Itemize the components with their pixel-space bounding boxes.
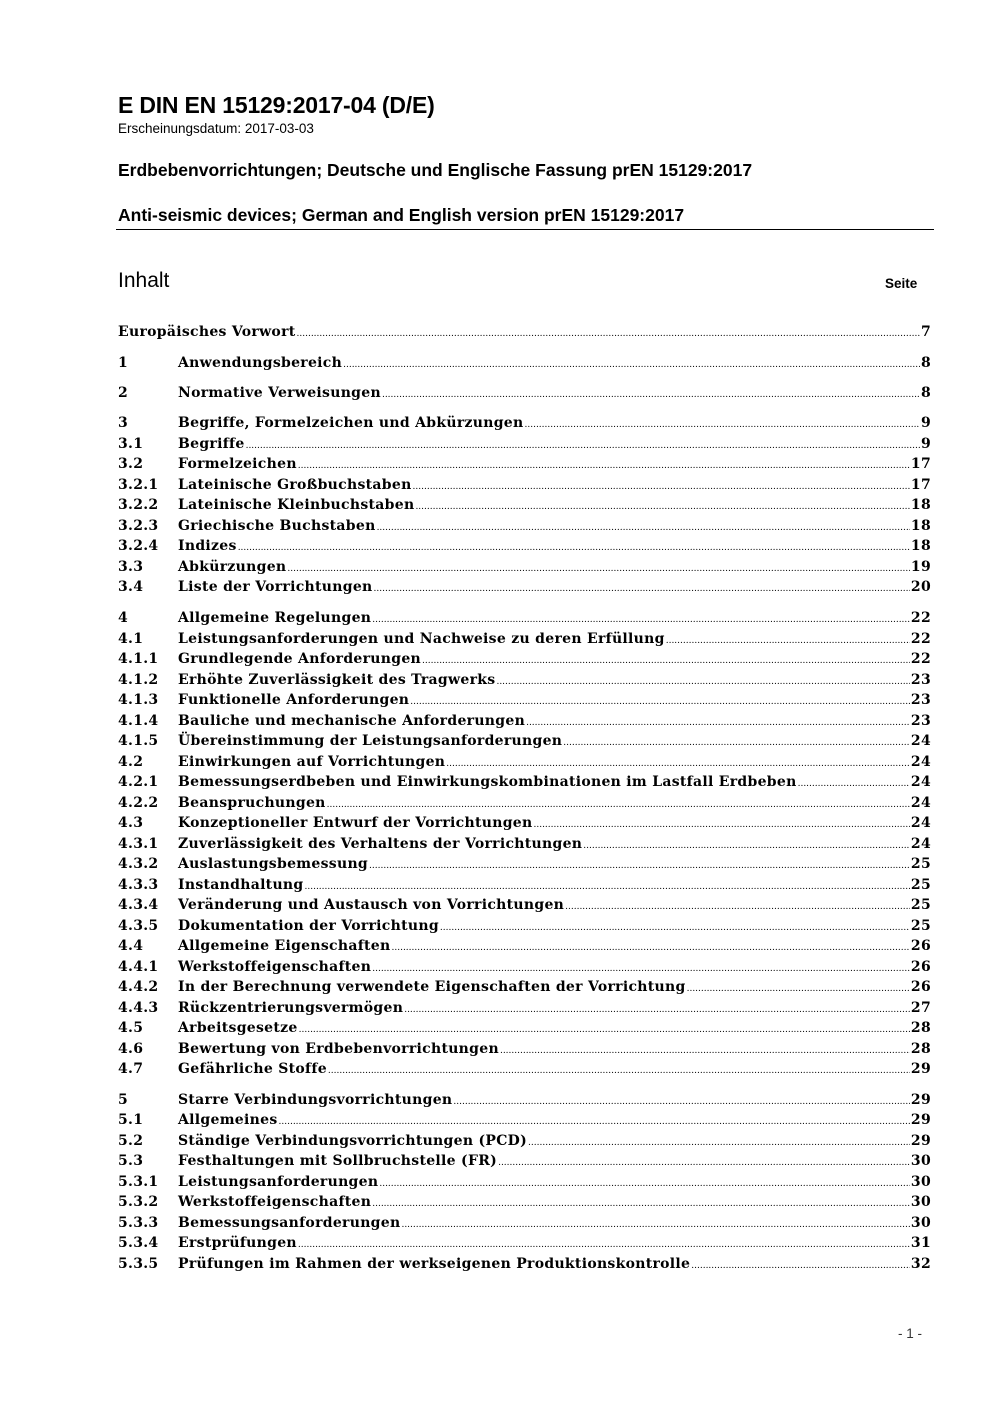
toc-entry[interactable]: [118, 324, 931, 344]
toc-entry-page: 9: [920, 436, 931, 452]
toc-entry-title: Veränderung und Austausch von Vorrichtungen: [178, 897, 565, 913]
document-title-german: Erdbebenvorrichtungen; Deutsche und Englische Fassung prEN 15129:2017: [118, 160, 753, 180]
toc-entry-title: Funktionelle Anforderungen: [178, 692, 410, 708]
toc-entry-title: Abkürzungen: [178, 559, 287, 575]
toc-dot-leader: [299, 1025, 910, 1035]
toc-entry-page: 22: [910, 631, 931, 647]
toc-entry-page: 28: [910, 1020, 931, 1036]
toc-dot-leader: [369, 861, 910, 871]
toc-entry-title: Instandhaltung: [178, 877, 304, 893]
toc-entry-number: 4.1.2: [118, 672, 159, 688]
toc-entry[interactable]: [118, 1194, 931, 1214]
toc-dot-leader: [413, 482, 910, 492]
toc-dot-leader: [372, 1199, 910, 1209]
toc-entry[interactable]: [118, 815, 931, 835]
toc-entry[interactable]: [118, 1000, 931, 1020]
toc-entry-number: 5.1: [118, 1112, 144, 1128]
toc-entry[interactable]: [118, 385, 931, 405]
toc-dot-leader: [410, 697, 910, 707]
toc-entry[interactable]: [118, 518, 931, 538]
toc-entry-number: 4.1.3: [118, 692, 159, 708]
toc-entry-title: Bewertung von Erdbebenvorrichtungen: [178, 1041, 499, 1057]
toc-entry-page: 8: [920, 355, 931, 371]
document-title-english: Anti-seismic devices; German and English version prEN 15129:2017: [118, 205, 685, 225]
toc-entry-page: 24: [910, 774, 931, 790]
toc-entry-number: 4.3: [118, 815, 144, 831]
toc-entry-number: 4.7: [118, 1061, 144, 1077]
toc-entry[interactable]: [118, 897, 931, 917]
toc-entry-page: 9: [920, 415, 931, 431]
toc-entry[interactable]: [118, 631, 931, 651]
toc-entry[interactable]: [118, 733, 931, 753]
toc-entry-number: 3: [118, 415, 129, 431]
toc-entry-number: 4.3.5: [118, 918, 159, 934]
toc-entry-number: 3.2.4: [118, 538, 159, 554]
toc-entry-page: 18: [910, 518, 931, 534]
toc-entry-number: 5.3: [118, 1153, 144, 1169]
toc-entry-page: 26: [910, 938, 931, 954]
toc-entry-page: 17: [910, 477, 931, 493]
toc-entry-title: Anwendungsbereich: [178, 355, 343, 371]
toc-entry-page: 17: [910, 456, 931, 472]
toc-entry-page: 18: [910, 538, 931, 554]
toc-entry-number: 5.3.2: [118, 1194, 159, 1210]
toc-entry[interactable]: [118, 918, 931, 938]
toc-entry-title: Allgemeines: [178, 1112, 278, 1128]
toc-entry-page: 30: [910, 1153, 931, 1169]
toc-dot-leader: [328, 1066, 910, 1076]
toc-entry-number: 4.4.3: [118, 1000, 159, 1016]
toc-dot-leader: [279, 1117, 910, 1127]
toc-entry[interactable]: [118, 672, 931, 692]
toc-entry-title: Zuverlässigkeit des Verhaltens der Vorrichtungen: [178, 836, 583, 852]
toc-entry[interactable]: [118, 938, 931, 958]
toc-entry-title: Erhöhte Zuverlässigkeit des Tragwerks: [178, 672, 496, 688]
toc-entry-page: 25: [910, 877, 931, 893]
toc-entry-title: Lateinische Großbuchstaben: [178, 477, 412, 493]
toc-entry[interactable]: [118, 1153, 931, 1173]
toc-entry-page: 26: [910, 979, 931, 995]
toc-entry-number: 4.6: [118, 1041, 144, 1057]
toc-entry-number: 4: [118, 610, 129, 626]
toc-entry-number: 5.3.5: [118, 1256, 159, 1272]
toc-entry-page: 19: [910, 559, 931, 575]
toc-entry-page: 24: [910, 836, 931, 852]
toc-entry-title: Auslastungsbemessung: [178, 856, 369, 872]
toc-entry-title: Liste der Vorrichtungen: [178, 579, 373, 595]
toc-entry-title: Begriffe: [178, 436, 245, 452]
toc-entry[interactable]: [118, 713, 931, 733]
toc-entry-page: 28: [910, 1041, 931, 1057]
toc-entry-page: 18: [910, 497, 931, 513]
toc-entry-title: Einwirkungen auf Vorrichtungen: [178, 754, 446, 770]
toc-entry[interactable]: [118, 1020, 931, 1040]
toc-entry-title: Erstprüfungen: [178, 1235, 297, 1251]
toc-entry-title: Starre Verbindungsvorrichtungen: [178, 1092, 453, 1108]
toc-entry-number: 4.4.1: [118, 959, 159, 975]
toc-entry[interactable]: [118, 1041, 931, 1061]
toc-dot-leader: [526, 718, 910, 728]
toc-dot-leader: [583, 841, 910, 851]
toc-entry-number: 3.2: [118, 456, 144, 472]
toc-dot-leader: [422, 656, 910, 666]
toc-dot-leader: [404, 1005, 910, 1015]
toc-entry-title: Festhaltungen mit Sollbruchstelle (FR): [178, 1153, 498, 1169]
toc-entry[interactable]: [118, 579, 931, 599]
toc-entry-number: 4.3.1: [118, 836, 159, 852]
toc-dot-leader: [238, 543, 910, 553]
toc-entry-number: 4.4.2: [118, 979, 159, 995]
release-date: Erscheinungsdatum: 2017-03-03: [118, 121, 314, 136]
toc-dot-leader: [379, 1179, 910, 1189]
toc-entry-number: 4.5: [118, 1020, 144, 1036]
toc-entry-title: Allgemeine Eigenschaften: [178, 938, 391, 954]
toc-entry-title: Ständige Verbindungsvorrichtungen (PCD): [178, 1133, 528, 1149]
toc-dot-leader: [415, 502, 909, 512]
toc-entry-title: Werkstoffeigenschaften: [178, 959, 372, 975]
toc-entry[interactable]: [118, 692, 931, 712]
toc-dot-leader: [798, 779, 910, 789]
toc-entry-title: Prüfungen im Rahmen der werkseigenen Produktionskontrolle: [178, 1256, 691, 1272]
toc-dot-leader: [687, 984, 910, 994]
toc-dot-leader: [372, 964, 910, 974]
toc-entry-number: 4.2.1: [118, 774, 159, 790]
page-number: - 1 -: [898, 1326, 923, 1341]
toc-entry-number: 4.3.3: [118, 877, 159, 893]
toc-dot-leader: [498, 1158, 910, 1168]
toc-dot-leader: [666, 636, 910, 646]
toc-dot-leader: [327, 800, 910, 810]
toc-entry-title: Begriffe, Formelzeichen und Abkürzungen: [178, 415, 524, 431]
toc-entry-number: 4.3.4: [118, 897, 159, 913]
toc-entry-title: Dokumentation der Vorrichtung: [178, 918, 439, 934]
toc-dot-leader: [382, 390, 920, 400]
toc-entry-page: 29: [910, 1112, 931, 1128]
toc-entry[interactable]: [118, 754, 931, 774]
toc-entry-title: Bauliche und mechanische Anforderungen: [178, 713, 526, 729]
toc-entry-number: 5.3.3: [118, 1215, 159, 1231]
toc-entry-number: 5.2: [118, 1133, 144, 1149]
toc-entry-number: 3.2.1: [118, 477, 159, 493]
toc-entry[interactable]: [118, 651, 931, 671]
toc-entry-title: Beanspruchungen: [178, 795, 326, 811]
toc-entry-page: 24: [910, 795, 931, 811]
toc-entry-title: Übereinstimmung der Leistungsanforderungen: [178, 733, 563, 749]
toc-entry-title: Normative Verweisungen: [178, 385, 381, 401]
toc-dot-leader: [440, 923, 910, 933]
page-column-label: Seite: [885, 276, 918, 291]
toc-entry-page: 31: [910, 1235, 931, 1251]
toc-entry[interactable]: [118, 1215, 931, 1235]
toc-entry-page: 29: [910, 1133, 931, 1149]
toc-entry-page: 30: [910, 1215, 931, 1231]
toc-entry-page: 30: [910, 1194, 931, 1210]
toc-entry[interactable]: [118, 436, 931, 456]
toc-entry-number: 4.2.2: [118, 795, 159, 811]
document-id: E DIN EN 15129:2017-04 (D/E): [118, 92, 435, 118]
toc-entry-page: 23: [910, 692, 931, 708]
toc-dot-leader: [374, 584, 910, 594]
toc-entry-title: Leistungsanforderungen und Nachweise zu deren Erfüllung: [178, 631, 665, 647]
toc-dot-leader: [453, 1097, 910, 1107]
toc-entry-page: 23: [910, 713, 931, 729]
toc-entry[interactable]: [118, 559, 931, 579]
toc-entry-number: 2: [118, 385, 129, 401]
toc-dot-leader: [298, 461, 910, 471]
toc-entry-title: Formelzeichen: [178, 456, 297, 472]
toc-dot-leader: [500, 1046, 910, 1056]
toc-entry[interactable]: [118, 477, 931, 497]
toc-entry[interactable]: [118, 610, 931, 630]
toc-dot-leader: [298, 1240, 910, 1250]
toc-entry-title: Konzeptioneller Entwurf der Vorrichtungen: [178, 815, 533, 831]
toc-entry[interactable]: [118, 1112, 931, 1132]
toc-dot-leader: [446, 759, 910, 769]
toc-entry[interactable]: [118, 1061, 931, 1081]
toc-entry-number: 4.3.2: [118, 856, 159, 872]
toc-entry-number: 3.3: [118, 559, 144, 575]
toc-entry-number: 3.2.3: [118, 518, 159, 534]
toc-entry-title: Lateinische Kleinbuchstaben: [178, 497, 415, 513]
toc-entry-title: Bemessungserdbeben und Einwirkungskombinationen im Lastfall Erdbeben: [178, 774, 797, 790]
toc-entry[interactable]: [118, 1256, 931, 1276]
toc-dot-leader: [305, 882, 910, 892]
toc-entry-page: 24: [910, 815, 931, 831]
toc-entry-title: Rückzentrierungsvermögen: [178, 1000, 404, 1016]
toc-entry-number: 1: [118, 355, 129, 371]
toc-entry-page: 24: [910, 733, 931, 749]
toc-entry-number: 5.3.1: [118, 1174, 159, 1190]
toc-entry[interactable]: [118, 836, 931, 856]
toc-dot-leader: [528, 1138, 910, 1148]
toc-dot-leader: [565, 902, 910, 912]
toc-dot-leader: [392, 943, 910, 953]
toc-entry-page: 23: [910, 672, 931, 688]
toc-entry-title: Griechische Buchstaben: [178, 518, 376, 534]
toc-entry[interactable]: [118, 774, 931, 794]
toc-dot-leader: [496, 677, 909, 687]
toc-dot-leader: [533, 820, 909, 830]
toc-dot-leader: [401, 1220, 909, 1230]
toc-entry-page: 25: [910, 897, 931, 913]
toc-entry[interactable]: [118, 1133, 931, 1153]
toc-dot-leader: [297, 329, 920, 339]
toc-entry-title: In der Berechnung verwendete Eigenschaften der Vorrichtung: [178, 979, 686, 995]
toc-entry-number: 4.1: [118, 631, 144, 647]
toc-entry-number: 3.1: [118, 436, 144, 452]
toc-entry-number: 3.4: [118, 579, 144, 595]
toc-entry-number: 4.4: [118, 938, 144, 954]
toc-entry-page: 20: [910, 579, 931, 595]
toc-dot-leader: [372, 615, 910, 625]
toc-entry-title: Arbeitsgesetze: [178, 1020, 298, 1036]
toc-entry-number: 4.1.5: [118, 733, 159, 749]
toc-entry[interactable]: [118, 456, 931, 476]
toc-entry-page: 26: [910, 959, 931, 975]
toc-entry[interactable]: [118, 355, 931, 375]
toc-dot-leader: [343, 360, 920, 370]
toc-entry-title: Bemessungsanforderungen: [178, 1215, 401, 1231]
toc-entry-page: 29: [910, 1092, 931, 1108]
toc-entry-number: 5: [118, 1092, 129, 1108]
toc-entry[interactable]: [118, 959, 931, 979]
toc-entry-title: Werkstoffeigenschaften: [178, 1194, 372, 1210]
toc-entry-page: 32: [910, 1256, 931, 1272]
toc-entry-number: 4.1.1: [118, 651, 159, 667]
toc-dot-leader: [691, 1261, 910, 1271]
toc-entry[interactable]: [118, 1092, 931, 1112]
toc-entry-number: 4.1.4: [118, 713, 159, 729]
toc-entry-page: 29: [910, 1061, 931, 1077]
toc-entry-page: 24: [910, 754, 931, 770]
toc-entry-page: 25: [910, 918, 931, 934]
toc-entry-page: 27: [910, 1000, 931, 1016]
toc-dot-leader: [525, 420, 920, 430]
toc-entry[interactable]: [118, 856, 931, 876]
toc-heading: Inhalt: [118, 269, 170, 292]
toc-entry-page: 30: [910, 1174, 931, 1190]
toc-entry-page: 25: [910, 856, 931, 872]
title-divider: [116, 229, 934, 230]
toc-entry-page: 22: [910, 651, 931, 667]
toc-dot-leader: [377, 523, 910, 533]
toc-entry[interactable]: [118, 795, 931, 815]
toc-entry[interactable]: [118, 877, 931, 897]
toc-entry[interactable]: [118, 1174, 931, 1194]
toc-entry-page: 7: [920, 324, 931, 340]
toc-entry[interactable]: [118, 1235, 931, 1255]
toc-entry-number: 4.2: [118, 754, 144, 770]
toc-dot-leader: [287, 564, 910, 574]
toc-entry-title: Allgemeine Regelungen: [178, 610, 372, 626]
toc-entry-number: 5.3.4: [118, 1235, 159, 1251]
toc-entry-page: 22: [910, 610, 931, 626]
toc-entry-title: Grundlegende Anforderungen: [178, 651, 422, 667]
toc-entry-title: Gefährliche Stoffe: [178, 1061, 327, 1077]
toc-entry[interactable]: [118, 497, 931, 517]
toc-entry[interactable]: [118, 979, 931, 999]
toc-entry-number: 3.2.2: [118, 497, 159, 513]
toc-dot-leader: [246, 441, 920, 451]
toc-entry-page: 8: [920, 385, 931, 401]
toc-entry[interactable]: [118, 415, 931, 435]
toc-entry[interactable]: [118, 538, 931, 558]
toc-entry-title: Indizes: [178, 538, 237, 554]
toc-entry-number: Europäisches Vorwort: [118, 324, 296, 340]
toc-dot-leader: [563, 738, 910, 748]
toc-entry-title: Leistungsanforderungen: [178, 1174, 379, 1190]
